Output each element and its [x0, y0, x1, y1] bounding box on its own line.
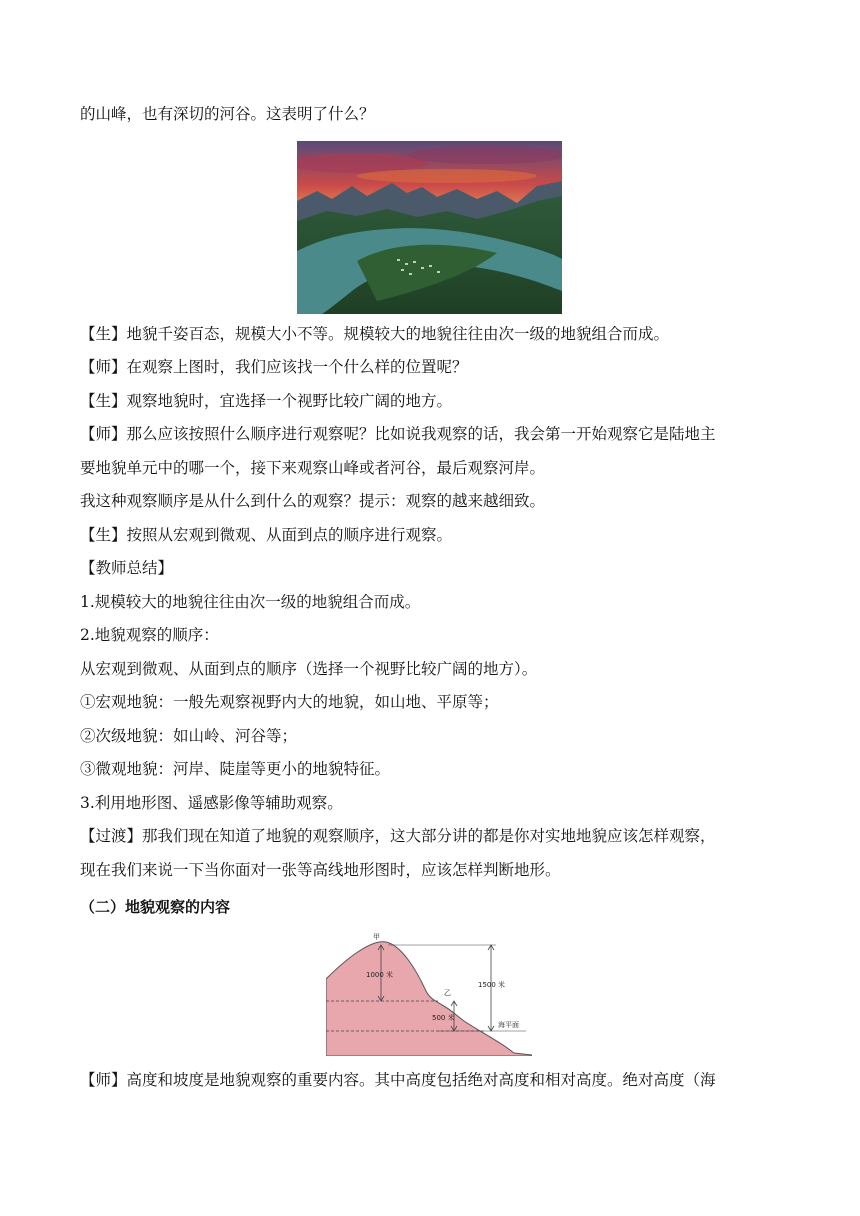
text-line: 我这种观察顺序是从什么到什么的观察？提示：观察的越来越细致。	[80, 492, 546, 510]
text-line: ①宏观地貌：一般先观察视野内大的地貌，如山地、平原等；	[80, 693, 499, 711]
elevation-diagram	[326, 929, 532, 1056]
label-1000m: 1000 米	[366, 971, 394, 979]
label-sea-level: 海平面	[498, 1021, 519, 1029]
text-line: ②次级地貌：如山岭、河谷等；	[80, 727, 298, 745]
landscape-photo	[297, 141, 562, 314]
text-line: 1.规模较大的地貌往往由次一级的地貌组合而成。	[80, 593, 421, 611]
text-line: 2.地貌观察的顺序：	[80, 626, 219, 644]
section-heading: （二）地貌观察的内容	[80, 898, 231, 916]
text-line: 【生】按照从宏观到微观、从面到点的顺序进行观察。	[80, 526, 453, 544]
text-line: 【生】地貌千姿百态，规模大小不等。规模较大的地貌往往由次一级的地貌组合而成。	[80, 325, 670, 343]
label-500m: 500 米	[432, 1014, 455, 1022]
text-line: 【师】在观察上图时，我们应该找一个什么样的位置呢？	[80, 358, 468, 376]
text-line: 从宏观到微观、从面到点的顺序（选择一个视野比较广阔的地方）。	[80, 660, 538, 678]
text-line: 【生】观察地貌时，宜选择一个视野比较广阔的地方。	[80, 392, 453, 410]
text-line: 现在我们来说一下当你面对一张等高线地形图时，应该怎样判断地形。	[80, 861, 561, 879]
text-line: 【师】那么应该按照什么顺序进行观察呢？比如说我观察的话，我会第一开始观察它是陆地主	[80, 425, 716, 443]
text-line: 3.利用地形图、遥感影像等辅助观察。	[80, 794, 343, 812]
text-line: 的山峰，也有深切的河谷。这表明了什么？	[80, 105, 375, 123]
text-line: 【教师总结】	[80, 559, 174, 577]
text-line: 【过渡】那我们现在知道了地貌的观察顺序，这大部分讲的都是你对实地地貌应该怎样观察，	[80, 827, 716, 845]
label-1500m: 1500 米	[478, 981, 506, 989]
label-yi: 乙	[444, 989, 451, 997]
label-jia: 甲	[373, 933, 380, 941]
text-line: 【师】高度和坡度是地貌观察的重要内容。其中高度包括绝对高度和相对高度。绝对高度（海	[80, 1071, 716, 1089]
text-line: ③微观地貌：河岸、陡崖等更小的地貌特征。	[80, 760, 391, 778]
text-line: 要地貌单元中的哪一个，接下来观察山峰或者河谷，最后观察河岸。	[80, 459, 546, 477]
